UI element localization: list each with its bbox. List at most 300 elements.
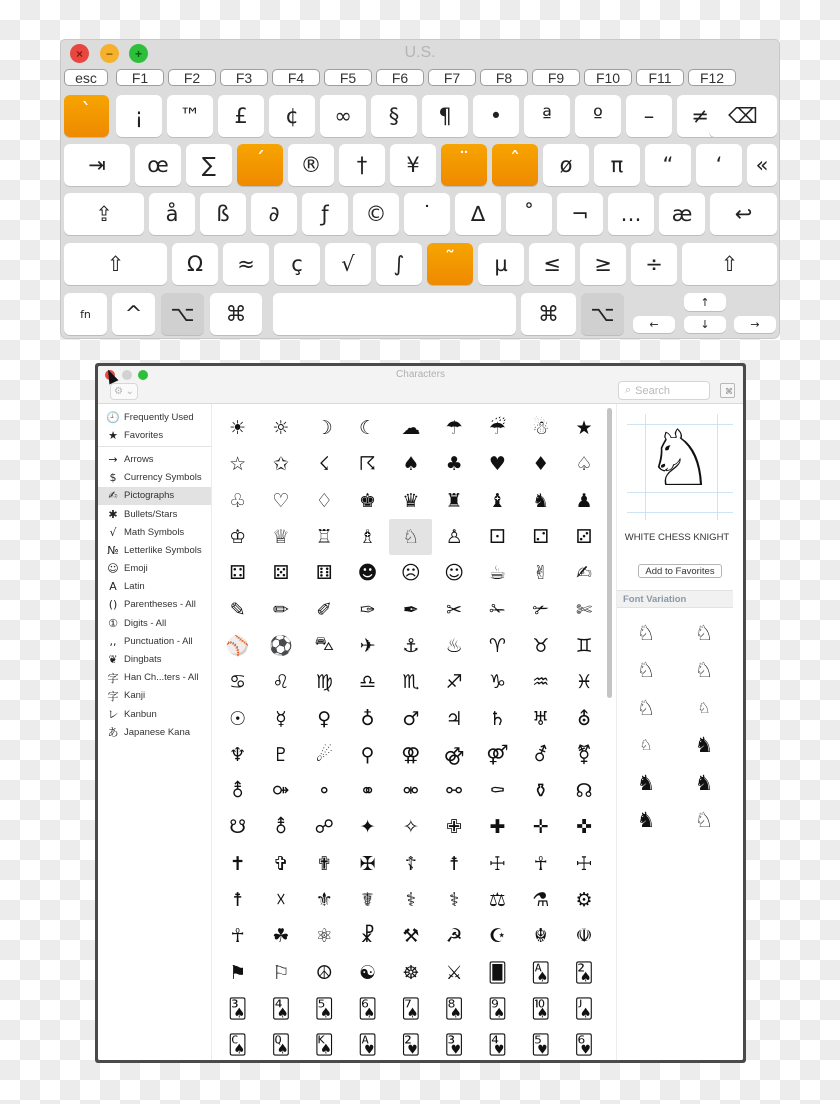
key[interactable]: ƒ [302, 193, 348, 235]
key[interactable]: µ [478, 243, 524, 285]
character-cell[interactable]: ⚯ [446, 780, 463, 803]
left-shift-key[interactable]: ⇧ [64, 243, 167, 285]
character-cell[interactable]: ♉ [532, 634, 550, 657]
character-cell[interactable]: ☋ [229, 816, 247, 839]
character-cell[interactable]: ✚ [489, 816, 506, 839]
key[interactable]: ® [288, 144, 334, 186]
character-cell[interactable]: ♓ [575, 671, 593, 694]
character-cell[interactable]: ⚰ [489, 780, 506, 803]
character-cell[interactable]: 🂨 [444, 997, 464, 1020]
font-variation-cell[interactable]: ♘ [694, 808, 714, 833]
sidebar-item-label: Math Symbols [124, 526, 185, 538]
key[interactable]: ≤ [529, 243, 575, 285]
sidebar-item-math-symbols[interactable] [98, 523, 211, 541]
character-cell[interactable]: ⚤ [486, 743, 509, 766]
character-cell[interactable]: ☦ [404, 852, 417, 875]
key-f3[interactable]: F3 [220, 69, 268, 86]
fn-key[interactable]: fn [64, 293, 107, 335]
up-arrow-key[interactable]: ↑ [684, 293, 726, 311]
character-cell[interactable]: ♕ [272, 526, 290, 549]
character-cell[interactable]: ✍ [576, 562, 592, 585]
sidebar-divider [98, 446, 211, 447]
character-cell[interactable]: ♍ [315, 671, 333, 694]
character-cell[interactable]: ☆ [229, 453, 247, 476]
character-cell[interactable]: ♑ [488, 671, 506, 694]
character-cell[interactable]: ⚀ [489, 526, 506, 549]
character-cell[interactable]: ✌ [532, 562, 549, 585]
character-cell[interactable]: ☺ [444, 562, 465, 585]
character-cell[interactable]: ✁ [489, 598, 506, 621]
key[interactable]: ≈ [223, 243, 269, 285]
character-cell[interactable]: ♙ [445, 526, 463, 549]
left-arrow-key[interactable]: ← [633, 316, 675, 333]
key[interactable]: § [371, 95, 417, 137]
sidebar-item-frequently-used[interactable] [98, 408, 211, 426]
sidebar-item-pictographs[interactable] [98, 487, 211, 505]
character-cell[interactable]: ⚨ [272, 816, 289, 839]
character-cell[interactable]: ☽ [315, 417, 333, 440]
character-cell[interactable]: 🂠 [487, 961, 508, 984]
character-cell[interactable]: ♅ [532, 707, 550, 730]
character-cell[interactable]: ♡ [272, 489, 290, 512]
sidebar-item-kanbun[interactable] [98, 705, 211, 723]
character-cell[interactable]: ♞ [532, 489, 550, 512]
key[interactable]: ´ [237, 144, 283, 186]
character-cell[interactable]: ✈ [359, 634, 376, 657]
font-variation-cell[interactable]: ♘ [636, 658, 656, 683]
character-cell[interactable]: ☘ [272, 925, 290, 948]
return-key[interactable]: ↩ [710, 193, 777, 235]
character-cell[interactable]: ⚣ [443, 743, 465, 766]
key-esc[interactable]: esc [64, 69, 108, 86]
character-cell[interactable]: ☊ [575, 780, 593, 803]
key[interactable]: √ [325, 243, 371, 285]
category-icon: ✍ [108, 489, 118, 503]
character-cell[interactable]: ⚲ [360, 743, 375, 766]
character-cell[interactable]: ☔ [488, 417, 506, 440]
left-option-key[interactable]: ⌥ [161, 293, 204, 335]
character-cell[interactable]: ♃ [445, 707, 463, 730]
category-icon: A [109, 580, 117, 594]
font-variation-cell[interactable]: ♞ [694, 770, 714, 795]
maximize-button[interactable]: + [129, 44, 148, 63]
character-cell[interactable]: 🂶 [574, 1034, 594, 1057]
key[interactable]: ˚ [506, 193, 552, 235]
character-cell[interactable]: ✦ [359, 816, 376, 839]
sidebar-item-label: Bullets/Stars [124, 508, 178, 520]
character-cell[interactable]: 🂤 [271, 997, 291, 1020]
character-cell[interactable]: ☥ [533, 852, 548, 875]
character-cell[interactable]: ☮ [315, 961, 333, 984]
key[interactable]: ∂ [251, 193, 297, 235]
character-cell[interactable]: ⚽ [269, 635, 293, 658]
character-cell[interactable]: ♚ [359, 489, 377, 512]
key[interactable]: © [353, 193, 399, 235]
sidebar-item-bullets-stars[interactable] [98, 505, 211, 523]
key[interactable]: • [473, 95, 519, 137]
key[interactable]: ç [274, 243, 320, 285]
grid-scrollbar[interactable] [607, 408, 612, 698]
character-cell[interactable]: 🂩 [487, 997, 508, 1020]
sidebar-item-favorites[interactable] [98, 426, 211, 444]
key[interactable]: ¡ [116, 95, 162, 137]
character-cell[interactable]: ⚓ [402, 634, 420, 657]
character-cell[interactable]: ⚙ [575, 889, 593, 911]
category-icon: → [108, 452, 118, 466]
character-cell[interactable]: ☨ [448, 852, 460, 875]
character-cell[interactable]: ☹ [400, 562, 421, 585]
character-cell[interactable]: ⚛ [315, 925, 333, 948]
character-cell[interactable]: ☓ [275, 889, 286, 911]
font-variation-cell[interactable]: ♘ [639, 736, 653, 755]
character-cell[interactable]: ☭ [445, 925, 463, 948]
character-cell[interactable]: ☬ [533, 925, 548, 948]
character-cell[interactable]: ♦ [532, 453, 550, 476]
character-cell[interactable]: ⚾ [225, 635, 250, 658]
keyboard-palette-button[interactable] [720, 383, 735, 398]
character-cell[interactable]: ★ [575, 417, 593, 440]
character-cell[interactable]: ♔ [229, 526, 247, 549]
character-cell[interactable]: ⚢ [401, 743, 421, 766]
key-f7[interactable]: F7 [428, 69, 476, 86]
sidebar-item-currency-symbols[interactable] [98, 469, 211, 487]
key-f8[interactable]: F8 [480, 69, 528, 86]
character-cell[interactable]: ✩ [272, 453, 289, 476]
character-cell[interactable]: ⚂ [575, 526, 593, 549]
right-option-key[interactable]: ⌥ [581, 293, 624, 335]
character-cell[interactable]: ♨ [445, 634, 463, 657]
character-cell[interactable]: ♄ [488, 707, 506, 730]
character-cell[interactable]: ✙ [446, 816, 463, 839]
character-cell[interactable]: ♘ [389, 519, 432, 555]
character-cell[interactable]: 🂡 [531, 961, 551, 984]
character-cell[interactable]: 🂴 [487, 1034, 508, 1057]
character-cell[interactable]: ♛ [402, 489, 420, 512]
key-f1[interactable]: F1 [116, 69, 164, 86]
search-field[interactable] [618, 381, 710, 400]
font-variation-cell[interactable]: ♘ [697, 698, 711, 717]
right-arrow-key[interactable]: → [734, 316, 776, 333]
character-cell[interactable]: ⚅ [315, 562, 333, 585]
character-inspector [616, 404, 743, 1060]
character-cell[interactable]: ☼ [272, 417, 290, 440]
character-cell[interactable]: ⚜ [315, 889, 333, 911]
key[interactable]: … [608, 193, 654, 235]
character-cell[interactable]: 🂬 [227, 1034, 248, 1057]
key[interactable]: ∞ [320, 95, 366, 137]
character-cell[interactable]: ⚔ [445, 961, 463, 984]
key[interactable]: ¥ [390, 144, 436, 186]
character-cell[interactable]: ✛ [532, 816, 549, 839]
left-command-key[interactable]: ⌘ [210, 293, 262, 335]
key[interactable]: ‘ [696, 144, 742, 186]
caps-lock-key[interactable]: ⇪ [64, 193, 144, 235]
character-cell[interactable]: ⚕ [405, 889, 416, 911]
add-to-favorites-button[interactable]: Add to Favorites [638, 564, 722, 578]
character-cell[interactable]: ♢ [315, 489, 333, 512]
sidebar-item-parentheses-all[interactable] [98, 596, 211, 614]
character-cell[interactable]: 🂱 [357, 1034, 378, 1057]
right-shift-key[interactable]: ⇧ [682, 243, 777, 285]
character-cell[interactable]: ♀ [317, 707, 332, 730]
sidebar-item-letterlike-symbols[interactable] [98, 541, 211, 559]
key[interactable]: ¶ [422, 95, 468, 137]
key[interactable]: ÷ [631, 243, 677, 285]
character-cell[interactable]: ♐ [445, 671, 463, 694]
sidebar-item-latin[interactable] [98, 578, 211, 596]
sidebar-item-arrows[interactable] [98, 450, 211, 468]
control-key[interactable]: ^ [112, 293, 155, 335]
character-cell[interactable]: ☇ [318, 453, 330, 476]
character-cell[interactable]: ✞ [272, 852, 289, 875]
sidebar-item-label: Currency Symbols [124, 472, 202, 484]
character-cell[interactable]: 🂮 [314, 1034, 334, 1057]
character-cell[interactable]: ⛍ [314, 633, 335, 656]
font-variation-cell[interactable]: ♘ [694, 620, 714, 645]
preview-glyph: ♘ [645, 414, 715, 504]
category-icon: ✱ [108, 507, 118, 521]
key[interactable]: “ [645, 144, 691, 186]
character-cell[interactable]: ♎ [359, 671, 377, 694]
key[interactable]: ¢ [269, 95, 315, 137]
character-cell[interactable]: ⚄ [272, 562, 290, 585]
key[interactable]: ª [524, 95, 570, 137]
sidebar-item-label: Punctuation - All [124, 635, 193, 647]
character-cell[interactable]: ✄ [576, 598, 592, 621]
sidebar-item-japanese-kana[interactable] [98, 723, 211, 741]
key[interactable]: £ [218, 95, 264, 137]
key[interactable]: Ω [172, 243, 218, 285]
font-variation-cell[interactable]: ♞ [636, 808, 656, 833]
character-cell[interactable]: ♁ [360, 707, 375, 730]
category-icon: () [108, 598, 118, 612]
key[interactable]: ø [543, 144, 589, 186]
key[interactable]: ˙ [404, 193, 450, 235]
character-cell[interactable]: ✟ [316, 852, 333, 875]
key[interactable]: ¨ [441, 144, 487, 186]
character-cell[interactable]: 🂧 [401, 997, 421, 1020]
key-f5[interactable]: F5 [324, 69, 372, 86]
character-cell[interactable]: ⚗ [532, 889, 550, 911]
sidebar-item-digits-all[interactable] [98, 614, 211, 632]
character-cell[interactable]: ♤ [575, 453, 593, 476]
character-cell[interactable]: ♧ [229, 489, 247, 512]
character-cell[interactable]: 🂵 [531, 1034, 551, 1057]
character-cell[interactable]: ✠ [359, 852, 376, 875]
right-command-key[interactable]: ⌘ [521, 293, 576, 335]
character-cell[interactable]: ☧ [360, 925, 375, 948]
character-cell[interactable]: ☤ [361, 889, 374, 911]
key[interactable]: π [594, 144, 640, 186]
category-icon: ☺ [107, 562, 119, 576]
character-cell[interactable]: ⚁ [532, 526, 549, 549]
character-cell[interactable]: ☂ [445, 417, 463, 440]
character-cell[interactable]: 🂦 [357, 997, 378, 1020]
character-cell[interactable]: ♜ [445, 489, 463, 512]
character-cell[interactable]: ✜ [576, 816, 592, 839]
character-cell[interactable]: ♟ [575, 489, 593, 512]
gear-menu-button[interactable] [110, 383, 138, 400]
key[interactable]: ≠ [677, 95, 723, 137]
character-cell[interactable]: 🂭 [271, 1034, 291, 1057]
character-cell[interactable]: ♋ [229, 671, 247, 694]
character-cell[interactable]: ⚃ [229, 562, 246, 585]
character-cell[interactable]: ✒ [402, 598, 419, 621]
character-cell[interactable]: ♌ [272, 671, 290, 694]
font-variation-cell[interactable]: ♞ [694, 733, 714, 758]
minimize-button[interactable]: − [100, 44, 119, 63]
character-cell[interactable]: ⚭ [359, 780, 376, 803]
sidebar-item-label: Frequently Used [124, 411, 194, 423]
key[interactable]: œ [135, 144, 181, 186]
character-cell[interactable]: ☉ [229, 707, 247, 730]
character-cell[interactable]: 🂲 [401, 1034, 421, 1057]
sidebar-item-label: Emoji [124, 563, 148, 575]
character-cell[interactable]: ✑ [359, 598, 376, 621]
character-cell[interactable]: ⚱ [532, 780, 549, 803]
key[interactable]: º [575, 95, 621, 137]
character-cell[interactable]: ☯ [359, 961, 377, 984]
character-cell[interactable]: ⛢ [577, 707, 591, 730]
key[interactable]: ≥ [580, 243, 626, 285]
tab-key[interactable]: ⇥ [64, 144, 130, 186]
category-icon: 🕘 [106, 410, 120, 424]
key[interactable]: ¬ [557, 193, 603, 235]
character-cell[interactable]: ♒ [532, 671, 550, 694]
character-cell[interactable]: ⚨ [229, 780, 246, 803]
character-cell[interactable]: ☻ [357, 562, 378, 585]
key-f2[interactable]: F2 [168, 69, 216, 86]
key[interactable]: † [339, 144, 385, 186]
character-cell[interactable]: 🂣 [227, 997, 248, 1020]
key[interactable]: å [149, 193, 195, 235]
key-f4[interactable]: F4 [272, 69, 320, 86]
key[interactable]: ß [200, 193, 246, 235]
character-cell[interactable]: ♏ [402, 671, 420, 694]
character-cell[interactable]: ☁ [401, 417, 421, 440]
character-cell[interactable]: 🂥 [314, 997, 334, 1020]
key[interactable]: ˜ [427, 243, 473, 285]
key[interactable]: æ [659, 193, 705, 235]
key[interactable]: ˆ [492, 144, 538, 186]
character-cell[interactable]: ☃ [532, 417, 550, 440]
sidebar-item-punctuation-all[interactable] [98, 632, 211, 650]
character-cell[interactable]: ☩ [488, 852, 506, 875]
character-name: WHITE CHESS KNIGHT [624, 532, 730, 543]
character-cell[interactable]: 🂪 [531, 997, 551, 1020]
delete-key[interactable]: ⌫ [709, 95, 777, 137]
key[interactable]: ` [64, 95, 109, 137]
character-cell[interactable]: ♊ [575, 634, 593, 657]
character-cell[interactable]: ⚒ [402, 925, 420, 948]
command-key-icon: ⌘ [725, 387, 733, 396]
character-cell[interactable]: ☸ [402, 961, 420, 984]
down-arrow-key[interactable]: ↓ [684, 316, 726, 333]
character-cell[interactable]: ☫ [575, 925, 593, 948]
character-cell[interactable]: ♂ [402, 707, 420, 730]
category-sidebar [98, 404, 212, 1060]
key[interactable]: ∑ [186, 144, 232, 186]
character-cell[interactable]: ⚬ [316, 780, 333, 803]
font-variation-cell[interactable]: ♘ [636, 695, 656, 720]
character-cell[interactable]: ♈ [488, 634, 506, 657]
key-f10[interactable]: F10 [584, 69, 632, 86]
space-bar[interactable] [273, 293, 516, 335]
character-cell[interactable]: ☕ [488, 562, 506, 585]
character-cell[interactable]: ⚖ [488, 889, 506, 911]
character-cell[interactable]: ☪ [488, 925, 506, 948]
key[interactable]: – [626, 95, 672, 137]
key[interactable]: ™ [167, 95, 213, 137]
character-cell[interactable]: ✂ [446, 598, 463, 621]
character-cell[interactable]: ⚮ [402, 780, 419, 803]
character-cell[interactable]: ⚩ [272, 780, 289, 803]
character-cell[interactable]: ♖ [315, 526, 333, 549]
character-cell[interactable]: ☈ [359, 453, 377, 476]
key-f6[interactable]: F6 [376, 69, 424, 86]
key-f12[interactable]: F12 [688, 69, 736, 86]
character-cell[interactable]: ☾ [359, 417, 377, 440]
key[interactable]: ∆ [455, 193, 501, 235]
key-f9[interactable]: F9 [532, 69, 580, 86]
character-cell[interactable]: ⚧ [576, 743, 592, 766]
character-cell[interactable]: ✃ [532, 598, 549, 621]
font-variation-cell[interactable]: ♘ [694, 658, 714, 683]
key[interactable]: « [747, 144, 777, 186]
character-cell[interactable]: ☩ [575, 852, 593, 875]
character-cell[interactable]: ✎ [229, 598, 246, 621]
character-cell[interactable]: 🂢 [574, 961, 594, 984]
sidebar-item-emoji[interactable] [98, 560, 211, 578]
character-cell[interactable]: ♆ [229, 743, 247, 766]
keyboard-viewer-titlebar [61, 40, 779, 66]
search-input[interactable] [635, 385, 695, 397]
character-cell[interactable]: ♝ [488, 489, 506, 512]
character-cell[interactable]: ♇ [272, 743, 290, 766]
character-cell[interactable]: ☄ [315, 743, 333, 766]
character-cell[interactable]: ⚐ [272, 961, 290, 984]
character-cell[interactable]: ⚕ [448, 889, 460, 911]
character-cell[interactable]: ☨ [232, 889, 243, 911]
gear-icon: ⚙ ⌄ [113, 386, 135, 397]
character-cell[interactable]: ♠ [402, 453, 420, 476]
sidebar-item-dingbats[interactable] [98, 650, 211, 668]
key[interactable]: ∫ [376, 243, 422, 285]
character-cell[interactable]: ♣ [445, 453, 463, 476]
character-cell[interactable]: ✏ [272, 598, 289, 621]
character-cell[interactable]: ☀ [229, 417, 247, 440]
sidebar-item-label: Parentheses - All [124, 599, 196, 611]
character-cell[interactable]: ♥ [488, 453, 506, 476]
character-cell[interactable]: ✐ [316, 598, 333, 621]
close-button[interactable]: × [70, 44, 89, 63]
character-cell[interactable]: ⚑ [229, 961, 247, 984]
sidebar-item-kanji[interactable] [98, 687, 211, 705]
font-variation-cell[interactable]: ♞ [636, 770, 656, 795]
character-cell[interactable]: ☥ [230, 925, 245, 948]
character-cell[interactable]: ☍ [314, 816, 334, 839]
sidebar-item-han-ch-ters-all[interactable] [98, 669, 211, 687]
character-cell[interactable]: ☿ [275, 707, 287, 730]
key-f11[interactable]: F11 [636, 69, 684, 86]
character-cell[interactable]: ♗ [359, 526, 377, 549]
character-cell[interactable]: 🂫 [574, 997, 594, 1020]
font-variation-cell[interactable]: ♘ [636, 620, 656, 645]
character-cell[interactable]: ✝ [229, 852, 246, 875]
character-cell[interactable]: ⚦ [532, 743, 549, 766]
character-cell[interactable]: ✧ [402, 816, 419, 839]
character-cell[interactable]: 🂳 [444, 1034, 464, 1057]
